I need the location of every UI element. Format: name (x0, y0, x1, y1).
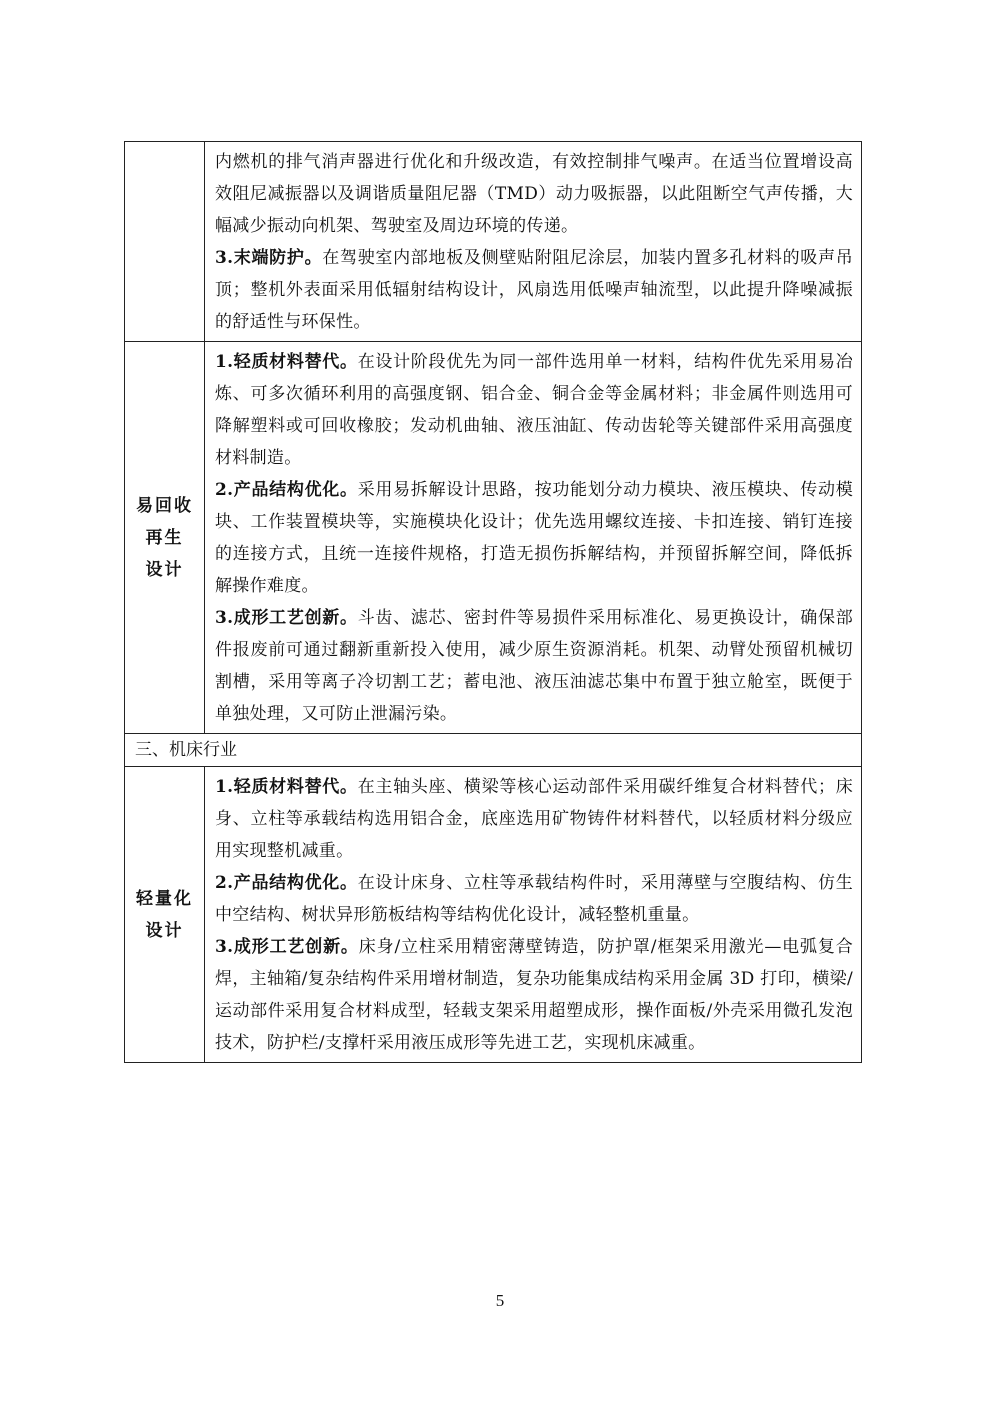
paragraph-text: 内燃机的排气消声器进行优化和升级改造，有效控制排气噪声。在适当位置增设高效阻尼减振器以及调谐质量阻尼器（TMD）动力吸振器，以此阻断空气声传播，大幅减少振动向机架、驾驶室及周边环境的传递。 (215, 152, 853, 236)
paragraph-heading: 2.产品结构优化。 (215, 480, 358, 500)
paragraph (215, 242, 853, 338)
paragraph-heading: 1.轻质材料替代。 (215, 352, 358, 372)
row-label-line: 易回收 (136, 495, 193, 516)
table-row (125, 767, 862, 1063)
paragraph-heading: 1.轻质材料替代。 (215, 777, 358, 797)
paragraph-heading: 3.成形工艺创新。 (215, 937, 359, 957)
row-label-line: 轻量化 (136, 888, 193, 909)
paragraph-text: 在主轴头座、横梁等核心运动部件采用碳纤维复合材料替代；床身、立柱等承载结构选用铝合金，底座选用矿物铸件材料替代，以轻质材料分级应用实现整机减重。 (215, 777, 853, 861)
paragraph (215, 931, 853, 1059)
paragraph-heading: 3.末端防护。 (215, 248, 323, 268)
row-label-line: 设计 (145, 920, 184, 941)
paragraph (215, 867, 853, 931)
paragraph-text: 斗齿、滤芯、密封件等易损件采用标准化、易更换设计，确保部件报废前可通过翻新重新投入使用，减少原生资源消耗。机架、动臂处预留机械切割槽，采用等离子冷切割工艺；蓄电池、液压油滤芯集中布置于独立舱室，既便于单独处理，又可防止泄漏污染。 (215, 608, 853, 724)
paragraph-heading: 3.成形工艺创新。 (215, 608, 358, 628)
table-row (125, 342, 862, 734)
row-label-line: 再生 (145, 527, 184, 548)
paragraph-text: 在设计床身、立柱等承载结构件时，采用薄壁与空腹结构、仿生中空结构、树状异形筋板结构等结构优化设计，减轻整机重量。 (215, 873, 853, 925)
paragraph (215, 346, 853, 474)
paragraph (215, 146, 853, 242)
paragraph (215, 474, 853, 602)
page-number: 5 (495, 1291, 505, 1310)
row-label-line: 设计 (145, 559, 184, 580)
section-title: 三、机床行业 (125, 734, 862, 767)
paragraph-text: 在设计阶段优先为同一部件选用单一材料，结构件优先采用易冶炼、可多次循环利用的高强度钢、铝合金、铜合金等金属材料；非金属件则选用可降解塑料或可回收橡胶；发动机曲轴、液压油缸、传动齿轮等关键部件采用高强度材料制造。 (215, 352, 853, 468)
paragraph (215, 602, 853, 730)
paragraph-text: 床身/立柱采用精密薄壁铸造，防护罩/框架采用激光—电弧复合焊，主轴箱/复杂结构件采用增材制造，复杂功能集成结构采用金属 3D 打印，横梁/运动部件采用复合材料成型，轻载支架采用超塑成形，操作面板/外壳采用微孔发泡技术，防护栏/支撑杆采用液压成形等先进工艺，实现机床减重。 (215, 937, 854, 1053)
table-row (125, 142, 862, 342)
row-label (125, 767, 205, 1063)
paragraph-heading: 2.产品结构优化。 (215, 873, 358, 893)
row-label (125, 342, 205, 734)
row-content (205, 142, 862, 342)
content-table (124, 141, 862, 1063)
paragraph-text: 在驾驶室内部地板及侧壁贴附阻尼涂层，加装内置多孔材料的吸声吊顶；整机外表面采用低辐射结构设计，风扇选用低噪声轴流型，以此提升降噪减振的舒适性与环保性。 (215, 248, 853, 332)
paragraph (215, 771, 853, 867)
section-row (125, 734, 862, 767)
row-content (205, 767, 862, 1063)
paragraph-text: 采用易拆解设计思路，按功能划分动力模块、液压模块、传动模块、工作装置模块等，实施模块化设计；优先选用螺纹连接、卡扣连接、销钉连接的连接方式，且统一连接件规格，打造无损伤拆解结构，并预留拆解空间，降低拆解操作难度。 (215, 480, 853, 596)
row-label-empty (125, 142, 205, 342)
row-content (205, 342, 862, 734)
